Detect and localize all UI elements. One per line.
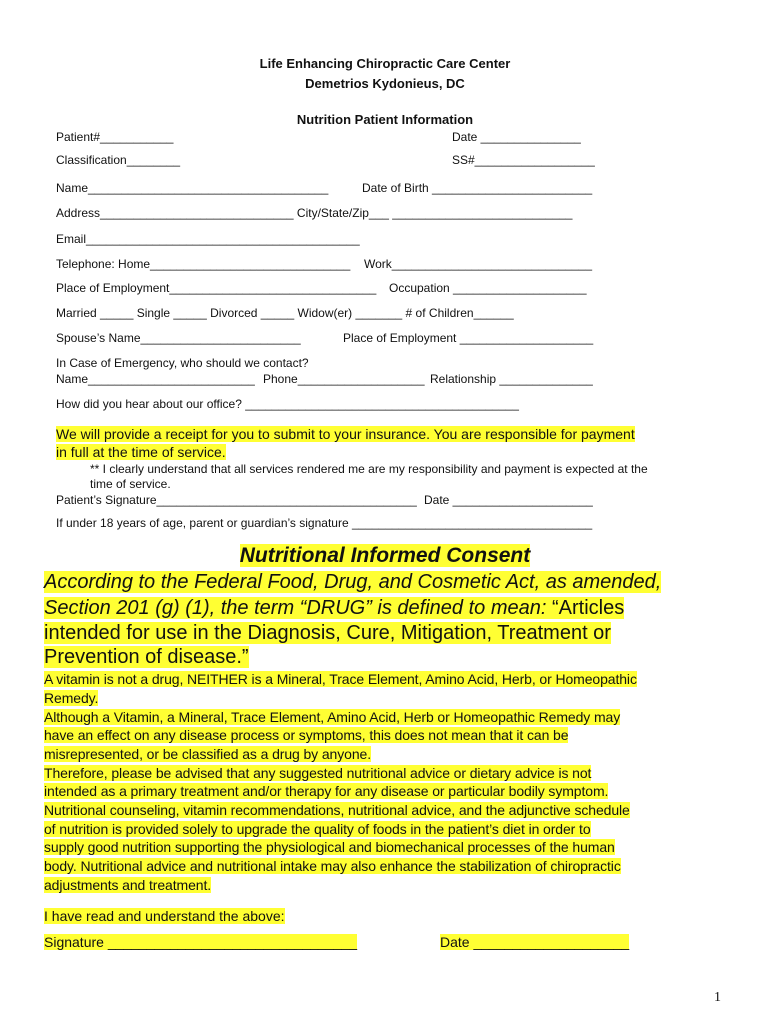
doctor-name: Demetrios Kydonieus, DC [305,76,465,91]
occupation-field[interactable]: Occupation ____________________ [389,281,587,295]
email-field[interactable]: Email_________________________________________ [56,232,360,246]
patient-signature-field[interactable]: Patient’s Signature_______________________________________ [56,493,417,507]
referral-field[interactable]: How did you hear about our office? _________________________________________ [56,397,519,411]
p3-line-6: body. Nutritional advice and nutritional intake may also enhance the stabilization of chiropractic [44,858,621,874]
page-number: 1 [714,990,721,1005]
patient-number-field[interactable]: Patient#___________ [56,130,174,144]
dob-field[interactable]: Date of Birth ________________________ [362,181,593,195]
guardian-signature-field[interactable]: If under 18 years of age, parent or guardian’s signature ____________________________________ [56,516,593,530]
name-field[interactable]: Name____________________________________ [56,181,329,195]
law-line-3: intended for use in the Diagnosis, Cure, Mitigation, Treatment or [44,622,611,644]
relationship-field[interactable]: Relationship ______________ [430,372,593,386]
consent-title: Nutritional Informed Consent [239,544,531,567]
classification-field[interactable]: Classification________ [56,153,181,167]
work-phone-field[interactable]: Work______________________________ [364,257,592,271]
p2-line-3: misrepresented, or be classified as a drug by anyone. [44,746,371,762]
spouse-name-field[interactable]: Spouse’s Name________________________ [56,331,301,345]
p3-line-2: intended as a primary treatment and/or therapy for any disease or particular bodily symptom. [44,783,609,799]
spouse-employment-field[interactable]: Place of Employment ____________________ [343,331,594,345]
emergency-question: In Case of Emergency, who should we contact? [56,356,309,370]
consent-date-field[interactable]: Date ____________________ [440,934,630,950]
consent-title-wrap [0,543,770,568]
signature-date-field[interactable]: Date _____________________ [424,493,593,507]
receipt-notice-line1: We will provide a receipt for you to submit to your insurance. You are responsible for payment [56,426,635,442]
receipt-notice-line2: in full at the time of service. [56,444,226,460]
marital-status-field[interactable]: Married _____ Single _____ Divorced _____ Widow(er) _______ # of Children______ [56,306,514,320]
address-field[interactable]: Address_____________________________ City/State/Zip___ ___________________________ [56,206,573,220]
responsibility-note-line1: ** I clearly understand that all services rendered me are my responsibility and payment is expected at the [90,462,648,476]
law-line-4: Prevention of disease.” [44,646,249,668]
p2-line-1: Although a Vitamin, a Mineral, Trace Element, Amino Acid, Herb or Homeopathic Remedy may [44,709,621,725]
law-line-2: Section 201 (g) (1), the term “DRUG” is defined to mean: “Articles [44,597,625,619]
consent-signature-field[interactable]: Signature ________________________________ [44,934,357,950]
p3-line-3: Nutritional counseling, vitamin recommendations, nutritional advice, and the adjunctive schedule [44,802,630,818]
date-field[interactable]: Date _______________ [452,130,581,144]
p3-line-1: Therefore, please be advised that any suggested nutritional advice or dietary advice is not [44,765,592,781]
emergency-name-field[interactable]: Name_________________________ [56,372,255,386]
telephone-home-field[interactable]: Telephone: Home______________________________ [56,257,351,271]
form-title: Nutrition Patient Information [296,112,474,127]
place-of-employment-field[interactable]: Place of Employment_______________________________ [56,281,377,295]
ss-field[interactable]: SS#__________________ [452,153,595,167]
p1-line-2: Remedy. [44,690,99,706]
p3-line-4: of nutrition is provided solely to upgrade the quality of foods in the patient’s diet in order to [44,821,591,837]
emergency-phone-field[interactable]: Phone___________________ [263,372,425,386]
law-line-1: According to the Federal Food, Drug, and Cosmetic Act, as amended, [44,571,662,593]
p3-line-7: adjustments and treatment. [44,877,212,893]
p2-line-2: have an effect on any disease process or symptoms, this does not mean that it can be [44,727,569,743]
p3-line-5: supply good nutrition supporting the physiological and biomechanical processes of the human [44,839,615,855]
p1-line-1: A vitamin is not a drug, NEITHER is a Mineral, Trace Element, Amino Acid, Herb, or Homeopathic [44,671,637,687]
responsibility-note-line2: time of service. [90,477,171,491]
read-statement: I have read and understand the above: [44,908,285,924]
org-name: Life Enhancing Chiropractic Care Center [259,56,511,71]
